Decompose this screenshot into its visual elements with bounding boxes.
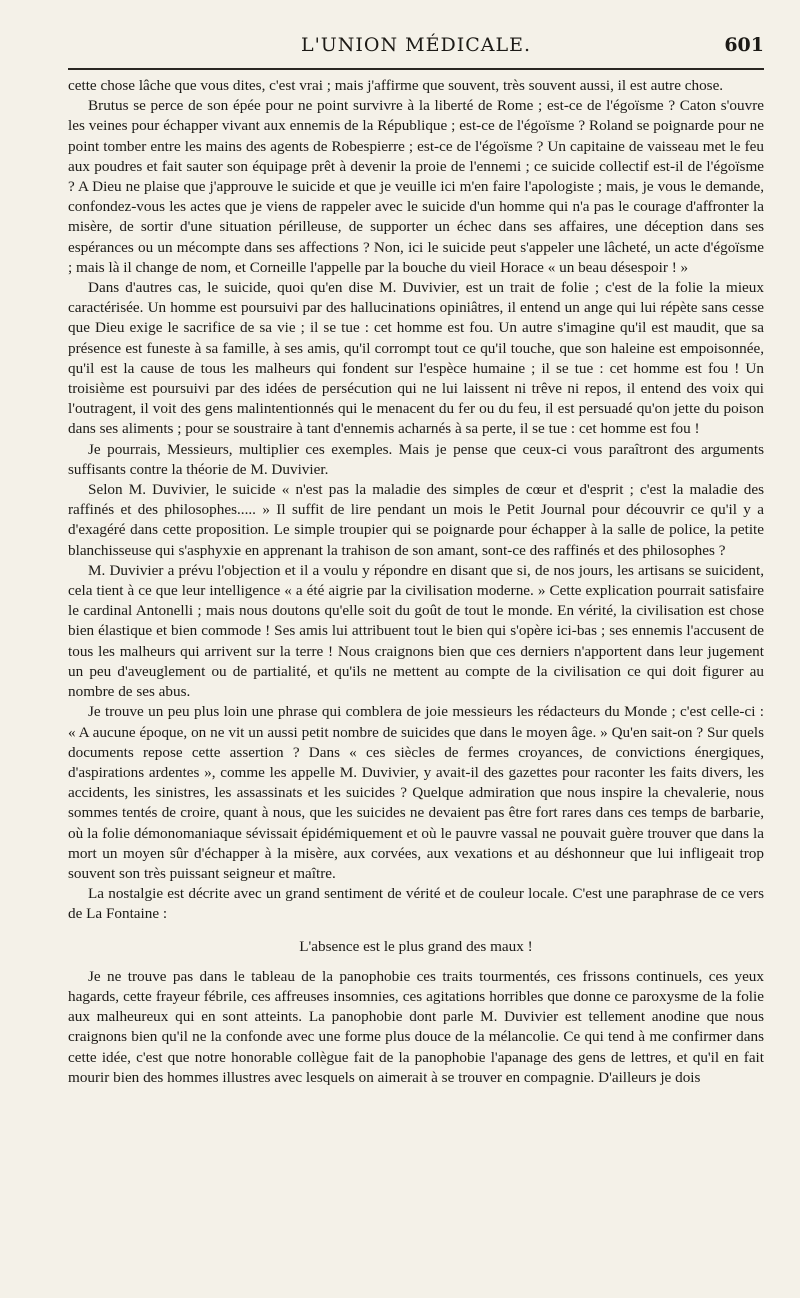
verse-quote: L'absence est le plus grand des maux !	[299, 937, 533, 955]
paragraph: Je ne trouve pas dans le tableau de la panophobie ces traits tourmentés, ces frissons continuels, ces yeux hagards, cette frayeur fébrile, ces affreuses insomnies, ces agitations horribles que donne ce paroxysme de la folie aux malheureux qui en sont atteints. La panophobie dont parle M. Duvivier est tellement anodine que nous craignons bien qu'il ne la confonde avec une forme plus douce de la mélancolie. Ce qui tend à me confirmer dans cette idée, c'est que notre honorable collègue fait de la panophobie l'apanage des gens de lettres, et qu'il en fait mourir bien des hommes illustres avec lesquels on aimerait à se trouver en compagnie. D'ailleurs je dois	[68, 967, 764, 1086]
paragraph: cette chose lâche que vous dites, c'est vrai ; mais j'affirme que souvent, très souvent aussi, il est autre chose.	[68, 77, 724, 94]
paragraph: Selon M. Duvivier, le suicide « n'est pas la maladie des simples de cœur et d'esprit ; c'est la maladie des raffinés et des philosophes..... » Il suffit de lire pendant un mois le Petit Journal pour découvrir ce qu'il y a d'exagéré dans cette proposition. Le simple troupier qui se poignarde pour échapper à la salle de police, la petite blanchisseuse qui s'asphyxie en apprenant la trahison de son amant, sont-ce des raffinés et des philosophes ?	[68, 481, 764, 559]
journal-title: L'UNION MÉDICALE.	[300, 34, 532, 56]
header-rule	[68, 68, 764, 70]
page-number: 601	[724, 34, 764, 56]
paragraph: Brutus se perce de son épée pour ne point survivre à la liberté de Rome ; est-ce de l'égoïsme ? Caton s'ouvre les veines pour échapper vivant aux ennemis de la République ; est-ce de l'égoïsme ? Roland se poignarde pour ne point tomber entre les mains des agents de Robespierre ; est-ce de l'égoïsme ? Un capitaine de vaisseau met le feu aux poudres et fait sauter son équipage prêt à devenir la proie de l'ennemi ; ce suicide collectif est-il de l'égoïsme ? A Dieu ne plaise que j'approuve le suicide et que je veuille ici m'en faire l'apologiste ; mais, je vous le demande, confondez-vous les actes que je viens de rappeler avec le suicide d'un homme qui n'a pas le courage d'affronter la misère, de sortir d'une situation périlleuse, de supporter un échec dans ses affaires, une déception dans ses espérances ou un mécompte dans ses affections ? Non, ici le suicide peut s'appeler une lâcheté, un acte d'égoïsme ; mais là il change de nom, et Corneille l'appelle par la bouche du vieil Horace « un beau désespoir ! »	[68, 97, 764, 276]
paragraph: La nostalgie est décrite avec un grand sentiment de vérité et de couleur locale. C'est une paraphrase de ce vers de La Fontaine :	[68, 885, 764, 923]
paragraph: Dans d'autres cas, le suicide, quoi qu'en dise M. Duvivier, est un trait de folie ; c'est de la folie la mieux caractérisée. Un homme est poursuivi par des hallucinations opiniâtres, il entend un ange qui lui répète sans cesse que Dieu exige le sacrifice de sa vie ; il se tue : cet homme est fou. Un autre s'imagine qu'il est maudit, que sa présence est funeste à sa famille, à ses amis, qu'il corrompt tout ce qu'il touche, que son haleine est empoisonnée, qu'il est la cause de tous les malheurs qui fondent sur l'espèce humaine ; il se tue : cet homme est fou ! Un troisième est poursuivi par des idées de persécution qui ne lui laissent ni trêve ni repos, il entend des voix qui l'outragent, il voit des gens malintentionnés qui le menacent du fer ou du feu, il est persuadé qu'on jette du poison dans ses aliments ; pour se soustraire à tant d'ennemis acharnés à sa perte, il se tue : cet homme est fou !	[68, 279, 764, 438]
article-body	[68, 76, 764, 1088]
paragraph: Je trouve un peu plus loin une phrase qui comblera de joie messieurs les rédacteurs du Monde ; c'est celle-ci : « A aucune époque, on ne vit un aussi petit nombre de suicides que dans le moyen âge. » Qu'en sait-on ? Sur quels documents repose cette assertion ? Dans « ces siècles de fermes croyances, de convictions énergiques, d'aspirations ardentes », comme les appelle M. Duvivier, y avait-il des gazettes pour raconter les faits divers, les accidents, les sinistres, les assassinats et les suicides ? Quelque admiration que nous inspire la chevalerie, nous sommes tentés de croire, quant à nous, que les suicides ne devaient pas être fort rares dans ces temps de barbarie, où la folie démonomaniaque sévissait épidémiquement et où le pauvre vassal ne pouvait guère trouver que dans la mort un moyen sûr d'échapper à la misère, aux corvées, aux vexations et au déshonneur que lui infligeait trop souvent son très puissant seigneur et maître.	[68, 703, 764, 882]
paragraph: Je pourrais, Messieurs, multiplier ces exemples. Mais je pense que ceux-ci vous paraîtront des arguments suffisants contre la théorie de M. Duvivier.	[68, 440, 764, 478]
page-header	[68, 34, 764, 64]
paragraph: M. Duvivier a prévu l'objection et il a voulu y répondre en disant que si, de nos jours, les artisans se suicident, cela tient à ce que leur intelligence « a été aigrie par la civilisation moderne. » Cette explication pourrait satisfaire le cardinal Antonelli ; mais nous doutons qu'elle soit du goût de tout le monde. En vérité, la civilisation est chose bien élastique et bien commode ! Ses amis lui attribuent tout le bien qui s'opère ici-bas ; ses ennemis l'accusent de tous les malheurs qui arrivent sur la terre ! Nous craignons bien que ces derniers n'apportent dans leur jugement un peu d'aveuglement ou de partialité, et qu'ils ne mettent au compte de la civilisation ce qui doit figurer au nombre de ses abus.	[68, 561, 764, 701]
